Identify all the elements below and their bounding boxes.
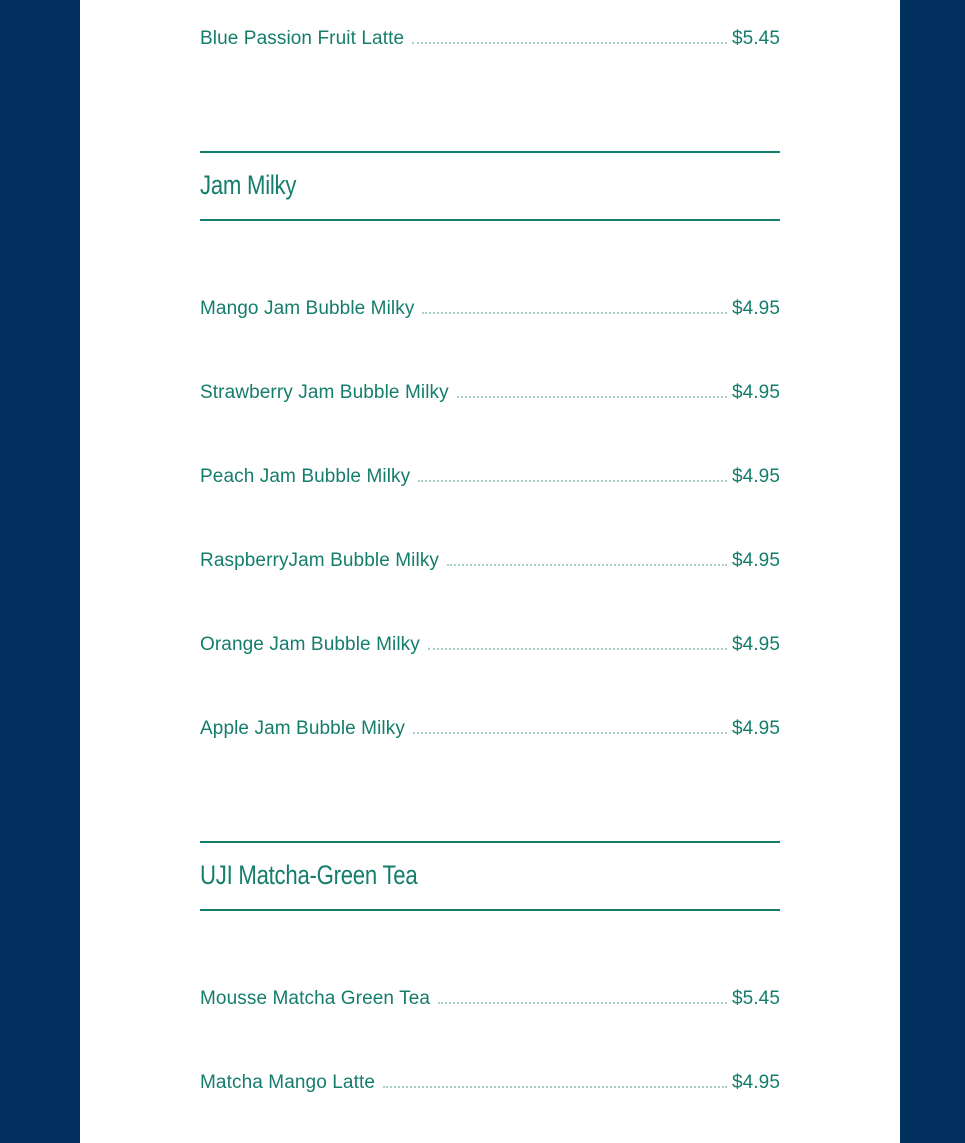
leader-dots <box>418 480 727 482</box>
leader-dots <box>413 732 727 734</box>
leader-dots <box>457 396 727 398</box>
section-title-jam-milky: Jam Milky <box>200 170 297 200</box>
menu-panel <box>80 0 900 1143</box>
menu-item-name: Orange Jam Bubble Milky <box>200 634 420 655</box>
section-bottom-rule <box>200 909 780 911</box>
section-top-rule <box>200 151 780 153</box>
menu-item-name: Peach Jam Bubble Milky <box>200 466 411 487</box>
menu-item-name: Strawberry Jam Bubble Milky <box>200 382 449 403</box>
menu-item-name: Mousse Matcha Green Tea <box>200 988 431 1009</box>
menu-item-blue-passion-fruit-latte <box>200 20 780 50</box>
menu-item-price: $5.45 <box>731 28 780 49</box>
section-title-uji-matcha: UJI Matcha-Green Tea <box>200 860 418 890</box>
menu-item-matcha-mango <box>200 1064 780 1094</box>
menu-item-name: Mango Jam Bubble Milky <box>200 298 415 319</box>
menu-item-price: $4.95 <box>731 550 780 571</box>
section-bottom-rule <box>200 219 780 221</box>
menu-item-apple-jam <box>200 710 780 740</box>
leader-dots <box>428 648 727 650</box>
menu-item-mousse-matcha <box>200 980 780 1010</box>
menu-item-strawberry-jam <box>200 374 780 404</box>
leader-dots <box>412 42 727 44</box>
menu-item-name: RaspberryJam Bubble Milky <box>200 550 440 571</box>
menu-item-price: $4.95 <box>731 634 780 655</box>
menu-item-price: $4.95 <box>731 466 780 487</box>
leader-dots <box>438 1002 727 1004</box>
menu-item-name: Apple Jam Bubble Milky <box>200 718 405 739</box>
leader-dots <box>422 312 726 314</box>
leader-dots <box>447 564 727 566</box>
menu-item-peach-jam <box>200 458 780 488</box>
menu-item-name: Blue Passion Fruit Latte <box>200 28 405 49</box>
menu-item-price: $4.95 <box>731 1072 780 1093</box>
menu-item-price: $4.95 <box>731 382 780 403</box>
menu-item-price: $4.95 <box>731 298 780 319</box>
menu-item-orange-jam <box>200 626 780 656</box>
menu-item-raspberry-jam <box>200 542 780 572</box>
menu-item-price: $4.95 <box>731 718 780 739</box>
menu-item-mango-jam <box>200 290 780 320</box>
leader-dots <box>383 1086 727 1088</box>
menu-item-name: Matcha Mango Latte <box>200 1072 376 1093</box>
menu-item-price: $5.45 <box>731 988 780 1009</box>
section-top-rule <box>200 841 780 843</box>
